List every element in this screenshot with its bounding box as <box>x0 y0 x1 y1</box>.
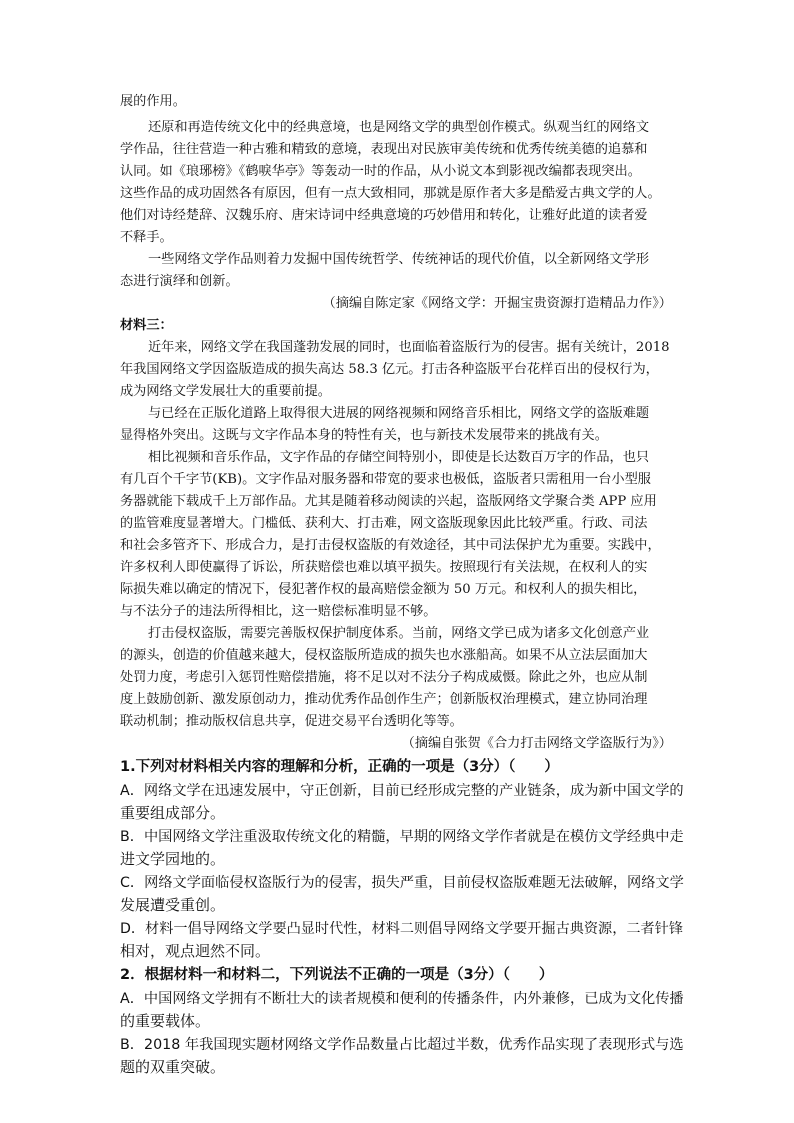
text-line: 他们对诗经楚辞、汉魏乐府、唐宋诗词中经典意境的巧妙借用和转化，让雅好此道的读者爱 <box>120 208 648 223</box>
text-line: 处罚力度，考虑引入惩罚性赔偿措施，将不足以对不法分子构成威慑。除此之外，也应从制 <box>120 670 648 685</box>
source-citation: （摘编自陈定家《网络文学：开掘宝贵资源打造精品力作》） <box>322 296 672 311</box>
text-line: 还原和再造传统文化中的经典意境，也是网络文学的典型创作模式。纵观当红的网络文 <box>148 120 650 135</box>
text-line: 度上鼓励创新、激发原创动力，推动优秀作品创作生产；创新版权治理模式，建立协同治理 <box>120 692 648 707</box>
source-citation: （摘编自张贺《合力打击网络文学盗版行为》） <box>401 736 672 751</box>
question-2-stem: 2．根据材料一和材料二，下列说法不正确的一项是（3分）（ ） <box>120 967 554 983</box>
text-line: 态进行演绎和创新。 <box>120 274 239 289</box>
text-line: 成为网络文学发展壮大的重要前提。 <box>120 384 331 399</box>
text-line: 认同。如《琅琊榜》《鹤唳华亭》等轰动一时的作品，从小说文本到影视改编都表现突出。 <box>120 164 641 179</box>
text-line: 相比视频和音乐作品，文字作品的存储空间特别小，即使是长达数百万字的作品，也只 <box>148 450 650 465</box>
text-line: 显得格外突出。这既与文字作品本身的特性有关，也与新技术发展带来的挑战有关。 <box>120 428 608 443</box>
q2-option-a: A．中国网络文学拥有不断壮大的读者规模和便利的传播条件，内外兼修，已成为文化传播 <box>120 991 684 1007</box>
text-line: 年我国网络文学因盗版造成的损失高达 58.3 亿元。打击各种盗版平台花样百出的侵权行为， <box>120 362 659 377</box>
text-line: 和社会多管齐下、形成合力，是打击侵权盗版的有效途径，其中司法保护尤为重要。实践中， <box>120 538 661 553</box>
q2-option-a-cont: 的重要载体。 <box>120 1012 211 1030</box>
text-line: 的监管难度显著增大。门槛低、获利大、打击难，网文盗版现象因此比较严重。行政、司法 <box>120 516 648 531</box>
text-line: 联动机制；推动版权信息共享，促进交易平台透明化等等。 <box>120 714 463 729</box>
text-line: 的源头，创造的价值越来越大，侵权盗版所造成的损失也水涨船高。如果不从立法层面加大 <box>120 648 648 663</box>
q1-option-d: D．材料一倡导网络文学要凸显时代性，材料二则倡导网络文学要开掘古典资源，二者针锋 <box>120 921 683 937</box>
text-line: 不释手。 <box>120 230 173 245</box>
q1-option-d-cont: 相对，观点迥然不同。 <box>120 942 271 960</box>
text-line: 与不法分子的违法所得相比，这一赔偿标准明显不够。 <box>120 604 437 619</box>
text-line: 务器就能下载成千上万部作品。尤其是随着移动阅读的兴起，盗版网络文学聚合类 APP 应用 <box>120 494 657 509</box>
text-line: 与已经在正版化道路上取得很大进展的网络视频和网络音乐相比，网络文学的盗版难题 <box>148 406 650 421</box>
q1-option-c: C．网络文学面临侵权盗版行为的侵害，损失严重，目前侵权盗版难题无法破解，网络文学 <box>120 875 684 891</box>
section-title: 材料三： <box>120 318 173 333</box>
q2-option-b-cont: 题的双重突破。 <box>120 1058 226 1076</box>
text-line: 这些作品的成功固然各有原因，但有一点大致相同，那就是原作者大多是酷爱古典文学的人。 <box>120 186 661 201</box>
text-line: 展的作用。 <box>120 94 186 109</box>
text-line: 一些网络文学作品则着力发掘中国传统哲学、传统神话的现代价值，以全新网络文学形 <box>148 252 650 267</box>
text-line: 学作品，往往营造一种古雅和精致的意境，表现出对民族审美传统和优秀传统美德的追慕和 <box>120 142 648 157</box>
text-line: 许多权利人即使赢得了诉讼，所获赔偿也难以填平损失。按照现行有关法规，在权利人的实 <box>120 560 648 575</box>
q2-option-b: B．2018 年我国现实题材网络文学作品数量占比超过半数，优秀作品实现了表现形式与选 <box>120 1037 684 1053</box>
q1-option-c-cont: 发展遭受重创。 <box>120 896 226 914</box>
text-line: 打击侵权盗版，需要完善版权保护制度体系。当前，网络文学已成为诸多文化创意产业 <box>148 626 650 641</box>
question-1-stem: 1.下列对材料相关内容的理解和分析，正确的一项是（3分）（ ） <box>120 759 559 775</box>
q1-option-a-cont: 重要组成部分。 <box>120 804 226 822</box>
q1-option-b: B．中国网络文学注重汲取传统文化的精髓，早期的网络文学作者就是在模仿文学经典中走 <box>120 829 684 845</box>
q1-option-b-cont: 进文学园地的。 <box>120 850 226 868</box>
text-line: 近年来，网络文学在我国蓬勃发展的同时，也面临着盗版行为的侵害。据有关统计，2018 <box>148 340 670 355</box>
text-line: 际损失难以确定的情况下，侵犯著作权的最高赔偿金额为 50 万元。和权利人的损失相比， <box>120 582 647 597</box>
q1-option-a: A．网络文学在迅速发展中，守正创新，目前已经形成完整的产业链条，成为新中国文学的 <box>120 783 684 799</box>
text-line: 有几百个千字节(KB)。文字作品对服务器和带宽的要求也极低，盗版者只需租用一台小型服 <box>120 472 651 487</box>
